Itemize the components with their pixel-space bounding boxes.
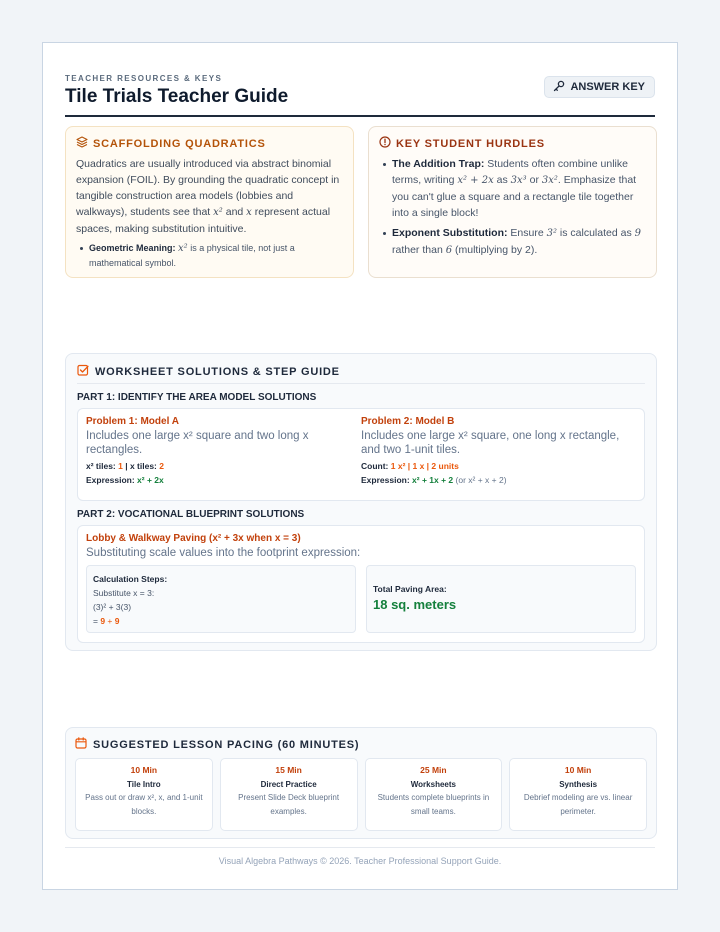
answer-key-label: ANSWER KEY — [570, 81, 645, 93]
problem-b-expression — [361, 475, 628, 485]
hurdle-text-part: as — [493, 174, 511, 186]
count-value: 1 — [118, 461, 123, 471]
pacing-step-description: Debrief modeling are vs. linear perimeter. — [523, 793, 633, 816]
exponent-substitution-item — [379, 225, 646, 259]
expression-label: Expression: — [361, 475, 413, 485]
pacing-step-description: Students complete blueprints in small teams. — [377, 793, 490, 816]
addition-trap-label: The Addition Trap: — [392, 158, 485, 170]
alert-circle-icon — [379, 136, 391, 151]
worksheet-solutions-section — [65, 353, 657, 651]
pacing-step-name: Synthesis — [559, 780, 598, 789]
hurdle-text-part: is calculated as — [556, 227, 635, 239]
hurdle-text-part: or — [526, 174, 542, 186]
bullet-dot — [80, 247, 83, 250]
student-hurdles-card — [368, 126, 657, 278]
teacher-guide-page — [42, 42, 678, 890]
solutions-heading-text: WORKSHEET SOLUTIONS & STEP GUIDE — [95, 365, 340, 378]
step-line — [93, 614, 349, 628]
bullet-dot — [383, 163, 386, 166]
exponent-substitution-label: Exponent Substitution: — [392, 227, 508, 239]
scaffolding-body-part: and — [222, 206, 247, 218]
pacing-step-description: Pass out or draw x², x, and 1-unit blocks. — [85, 793, 203, 816]
header-divider — [65, 115, 655, 117]
answer-key-button[interactable] — [544, 76, 655, 98]
step-value: 9 — [114, 616, 120, 626]
checkbox-icon — [77, 364, 89, 379]
expression-label: Expression: — [86, 475, 138, 485]
footer-text: Visual Algebra Pathways © 2026. Teacher Professional Support Guide. — [218, 856, 502, 866]
calculation-steps-box — [86, 565, 356, 633]
math-x-squared: x² — [213, 207, 223, 218]
scaffolding-heading-text: SCAFFOLDING QUADRATICS — [93, 137, 266, 150]
pacing-steps — [75, 758, 647, 831]
geometric-meaning-bullet — [76, 241, 343, 270]
blueprint-solution — [77, 525, 645, 643]
problem-a-expression — [86, 475, 353, 485]
problem-b-description: Includes one large x² square, one long x rectangle, and two 1-unit tiles. — [361, 430, 620, 456]
pacing-minutes: 15 Min — [275, 765, 302, 775]
count-value: 2 — [159, 461, 164, 471]
step-line: (3)² + 3(3) — [93, 602, 132, 612]
pacing-step-name: Tile Intro — [127, 780, 161, 789]
expression-alternate: (or x² + x + 2) — [453, 475, 507, 485]
step-value: 9 — [100, 616, 106, 626]
problem-b-counts — [361, 461, 628, 471]
count-value: 1 x² | 1 x | 2 units — [390, 461, 459, 471]
calculation-steps-label: Calculation Steps: — [93, 574, 168, 584]
expression-value: x² + 2x — [137, 475, 164, 485]
scaffolding-body-part: represent actual spaces, making substitution intuitive. — [76, 206, 331, 235]
pacing-step — [365, 758, 503, 831]
problem-a-description: Includes one large x² square and two long x rectangles. — [86, 430, 309, 456]
blueprint-title: Lobby & Walkway Paving (x² + 3x when x = 3) — [86, 533, 301, 544]
bullet-dot — [383, 232, 386, 235]
math-x-squared: x² — [178, 243, 188, 254]
part2-heading: PART 2: VOCATIONAL BLUEPRINT SOLUTIONS — [77, 509, 305, 520]
problem-a-counts — [86, 461, 353, 471]
addition-trap-item — [379, 156, 646, 221]
pacing-step-name: Direct Practice — [260, 780, 317, 789]
pacing-minutes: 10 Min — [130, 765, 158, 775]
math-expression: 3² — [546, 228, 557, 239]
hurdles-heading-text: KEY STUDENT HURDLES — [396, 137, 545, 150]
calendar-icon — [75, 737, 87, 752]
pacing-heading — [75, 737, 647, 752]
bullet-body: is a physical tile, not just a mathematical symbol. — [89, 243, 295, 268]
pacing-step-description: Present Slide Deck blueprint examples. — [238, 793, 340, 816]
scaffolding-body — [76, 156, 343, 237]
total-area-box — [366, 565, 636, 633]
hurdle-text-part: (multiplying by 2). — [452, 244, 538, 256]
total-area-value: 18 sq. meters — [373, 597, 457, 612]
pacing-step — [75, 758, 213, 831]
count-label: x² tiles: — [86, 461, 119, 471]
problem-model-b — [361, 416, 636, 493]
key-icon — [553, 80, 565, 95]
pacing-minutes: 25 Min — [420, 765, 447, 775]
pacing-heading-text: SUGGESTED LESSON PACING (60 MINUTES) — [93, 738, 360, 751]
area-model-problems — [77, 408, 645, 501]
total-area-label: Total Paving Area: — [373, 584, 447, 594]
eyebrow-label: TEACHER RESOURCES & KEYS — [65, 74, 223, 83]
layers-icon — [76, 136, 88, 151]
count-label: Count: — [361, 461, 391, 471]
footer-divider — [65, 847, 655, 848]
scaffolding-body-part: Quadratics are usually introduced via abstract binomial expansion (FOIL). By grounding the quadratic concept in tangible construction area models (lobbies and walkways), students see that — [76, 158, 340, 218]
count-label: | x tiles: — [122, 461, 160, 471]
hurdles-heading — [379, 136, 646, 151]
math-expression: 3x² — [541, 175, 558, 186]
hurdle-text-part: . Emphasize that you can't glue a square and a rectangle tile together into a single block! — [392, 174, 637, 219]
hurdle-text-part: Students often combine unlike terms, writing — [392, 158, 628, 186]
step-operator: + — [105, 616, 115, 626]
step-line: Substitute x = 3: — [93, 588, 155, 598]
pacing-minutes: 10 Min — [564, 765, 592, 775]
addition-trap-text — [392, 156, 646, 221]
problem-model-a — [86, 416, 361, 493]
math-x: x — [246, 207, 252, 218]
problem-a-title: Problem 1: Model A — [86, 416, 179, 427]
math-expression: 3x³ — [510, 175, 527, 186]
scaffolding-card — [65, 126, 354, 278]
math-expression: 6 — [445, 245, 453, 256]
hurdle-text-part: rather than — [392, 244, 446, 256]
hurdle-text-part: Ensure — [507, 227, 547, 239]
part1-heading: PART 1: IDENTIFY THE AREA MODEL SOLUTIONS — [77, 392, 317, 403]
bullet-text — [89, 241, 343, 270]
pacing-step-name: Worksheets — [410, 780, 456, 789]
step-equals: = — [93, 616, 101, 626]
math-expression: x² + 2x — [457, 175, 494, 186]
expression-value: x² + 1x + 2 — [412, 475, 454, 485]
problem-b-title: Problem 2: Model B — [361, 416, 455, 427]
blueprint-description: Substituting scale values into the footprint expression: — [86, 547, 361, 559]
math-expression: 9 — [634, 228, 641, 239]
exponent-substitution-text — [392, 225, 646, 259]
pacing-step — [220, 758, 358, 831]
lesson-pacing-section — [65, 727, 657, 839]
bullet-label: Geometric Meaning: — [89, 243, 176, 253]
solutions-heading — [77, 364, 645, 384]
blueprint-boxes — [86, 565, 636, 633]
page-title: Tile Trials Teacher Guide — [65, 86, 289, 107]
scaffolding-heading — [76, 136, 343, 151]
pacing-step — [509, 758, 647, 831]
